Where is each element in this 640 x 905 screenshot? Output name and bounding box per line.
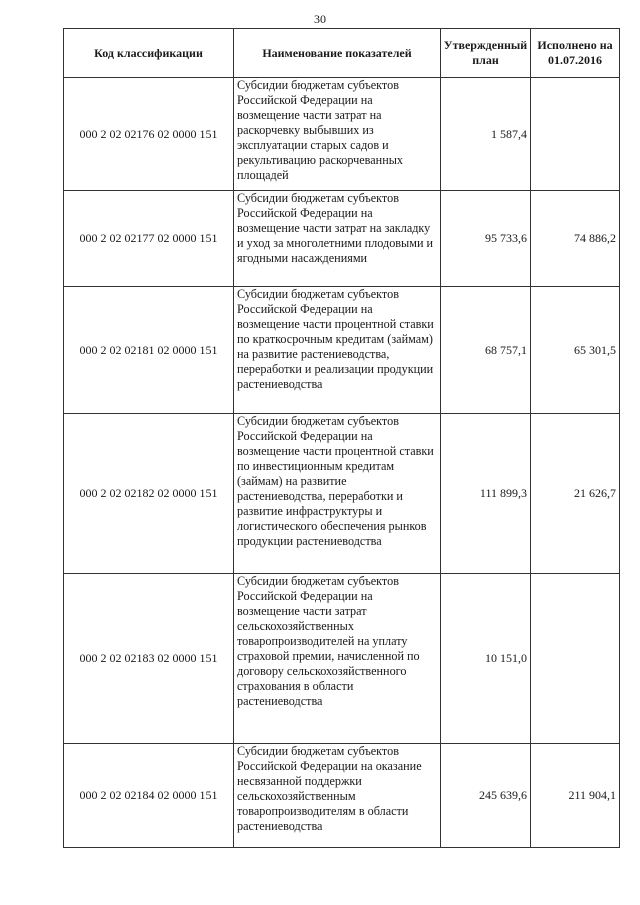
- budget-table: [63, 28, 620, 848]
- table-row: [64, 574, 620, 744]
- classification-code: 000 2 02 02182 02 0000 151: [64, 414, 234, 574]
- indicator-name: Субсидии бюджетам субъектов Российской Федерации на возмещение части процентной ставки по краткосрочным кредитам (займам) на развитие растениеводства, переработки и реализации продукции растениеводства: [234, 287, 441, 414]
- executed-amount: 211 904,1: [531, 744, 620, 848]
- approved-plan: 95 733,6: [441, 191, 531, 287]
- header-executed: Исполнено на 01.07.2016: [531, 29, 620, 78]
- table-row: [64, 78, 620, 191]
- approved-plan: 245 639,6: [441, 744, 531, 848]
- indicator-name: Субсидии бюджетам субъектов Российской Федерации на возмещение части затрат на закладку и уход за многолетними плодовыми и ягодными насаждениями: [234, 191, 441, 287]
- classification-code: 000 2 02 02183 02 0000 151: [64, 574, 234, 744]
- approved-plan: 10 151,0: [441, 574, 531, 744]
- table-row: [64, 744, 620, 848]
- header-name: Наименование показателей: [234, 29, 441, 78]
- indicator-name: Субсидии бюджетам субъектов Российской Федерации на возмещение части затрат сельскохозяйственных товаропроизводителей на уплату страховой премии, начисленной по договору сельскохозяйственного страхования в области растениеводства: [234, 574, 441, 744]
- approved-plan: 68 757,1: [441, 287, 531, 414]
- indicator-name: Субсидии бюджетам субъектов Российской Федерации на возмещение части затрат на раскорчевку выбывших из эксплуатации старых садов и рекультивацию раскорчеванных площадей: [234, 78, 441, 191]
- header-plan: Утвержденный план: [441, 29, 531, 78]
- indicator-name: Субсидии бюджетам субъектов Российской Федерации на оказание несвязанной поддержки сельскохозяйственным товаропроизводителям в области растениеводства: [234, 744, 441, 848]
- approved-plan: 1 587,4: [441, 78, 531, 191]
- executed-amount: 74 886,2: [531, 191, 620, 287]
- executed-amount: [531, 78, 620, 191]
- classification-code: 000 2 02 02181 02 0000 151: [64, 287, 234, 414]
- approved-plan: 111 899,3: [441, 414, 531, 574]
- classification-code: 000 2 02 02176 02 0000 151: [64, 78, 234, 191]
- header-code: Код классификации: [64, 29, 234, 78]
- executed-amount: [531, 574, 620, 744]
- executed-amount: 65 301,5: [531, 287, 620, 414]
- table-row: [64, 287, 620, 414]
- classification-code: 000 2 02 02177 02 0000 151: [64, 191, 234, 287]
- table-row: [64, 191, 620, 287]
- indicator-name: Субсидии бюджетам субъектов Российской Федерации на возмещение части процентной ставки по инвестиционным кредитам (займам) на развитие растениеводства, переработки и развитие инфраструктуры и логистического обеспечения рынков продукции растениеводства: [234, 414, 441, 574]
- table-header-row: [64, 29, 620, 78]
- classification-code: 000 2 02 02184 02 0000 151: [64, 744, 234, 848]
- table-row: [64, 414, 620, 574]
- executed-amount: 21 626,7: [531, 414, 620, 574]
- page-number: 30: [314, 12, 326, 26]
